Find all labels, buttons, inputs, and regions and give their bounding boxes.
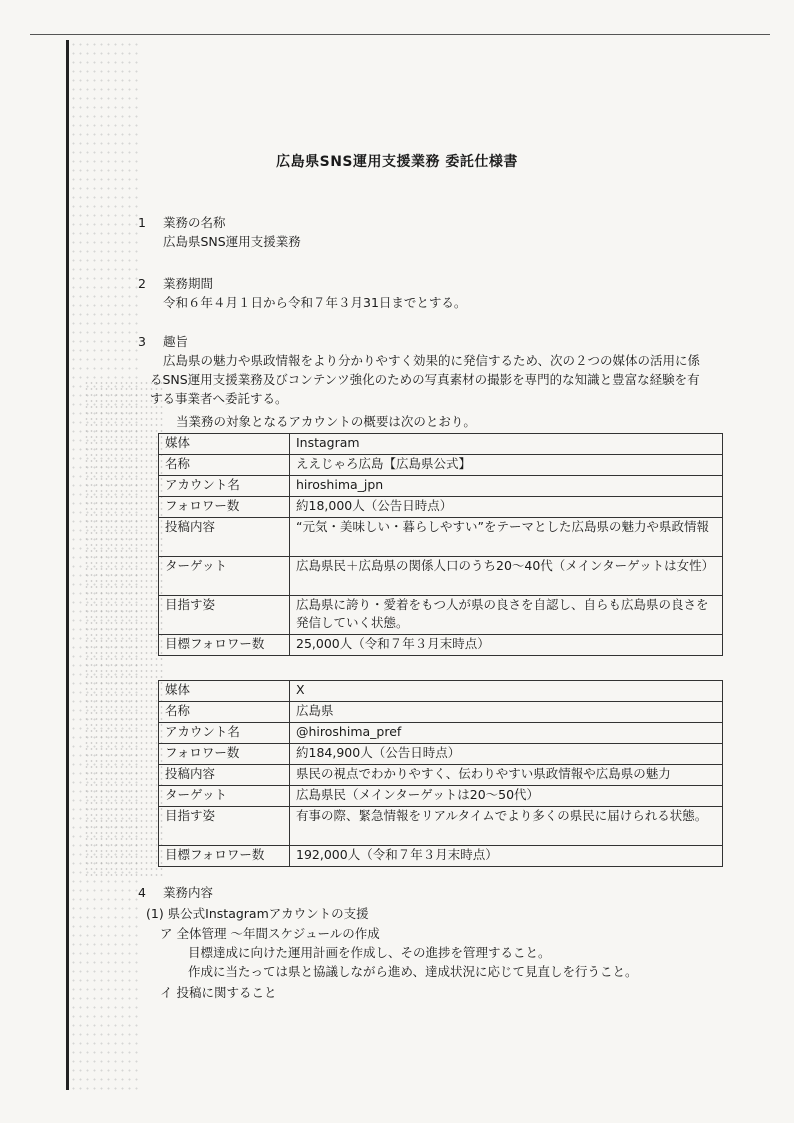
table-label: 投稿内容 [159, 765, 290, 786]
table-value: 広島県民＋広島県の関係人口のうち20〜40代（メインターゲットは女性） [290, 557, 723, 596]
table-row [159, 497, 723, 518]
table-label: ターゲット [159, 557, 290, 596]
table-label: 投稿内容 [159, 518, 290, 557]
scan-top-rule [30, 34, 770, 35]
table-label: フォロワー数 [159, 744, 290, 765]
table-row [159, 765, 723, 786]
table-row [159, 596, 723, 635]
table-value: 約18,000人（公告日時点） [290, 497, 723, 518]
table-row [159, 786, 723, 807]
table-value: 広島県に誇り・愛着をもつ人が県の良さを自認し、自らも広島県の良さを発信していく状態。 [290, 596, 723, 635]
table-value: 広島県民（メインターゲットは20〜50代） [290, 786, 723, 807]
table-value: 192,000人（令和７年３月末時点） [290, 846, 723, 867]
table-label: 媒体 [159, 434, 290, 455]
scan-noise [84, 380, 164, 880]
section-body-line: する事業者へ委託する。 [150, 391, 288, 406]
table-label: 媒体 [159, 681, 290, 702]
table-row [159, 434, 723, 455]
table-label: 目指す姿 [159, 807, 290, 846]
table-label: 目指す姿 [159, 596, 290, 635]
table-row [159, 518, 723, 557]
table-value: hiroshima_jpn [290, 476, 723, 497]
section-body: 令和６年４月１日から令和７年３月31日までとする。 [163, 295, 467, 310]
table-value: 約184,900人（公告日時点） [290, 744, 723, 765]
table-label: 名称 [159, 702, 290, 723]
table-row [159, 723, 723, 744]
section-number: 2 [138, 276, 146, 291]
table-row [159, 476, 723, 497]
table-label: フォロワー数 [159, 497, 290, 518]
section-body-line: 広島県の魅力や県政情報をより分かりやすく効果的に発信するため、次の２つの媒体の活用に係 [163, 353, 701, 368]
section-heading: 趣旨 [163, 334, 189, 349]
section-body-line: るSNS運用支援業務及びコンテンツ強化のための写真素材の撮影を専門的な知識と豊富な経験を有 [150, 372, 700, 387]
table-value: 有事の際、緊急情報をリアルタイムでより多くの県民に届けられる状態。 [290, 807, 723, 846]
table-intro: 当業務の対象となるアカウントの概要は次のとおり。 [176, 414, 476, 429]
table-value: ええじゃろ広島【広島県公式】 [290, 455, 723, 476]
table-row [159, 681, 723, 702]
table-label: アカウント名 [159, 476, 290, 497]
instagram-account-table [158, 433, 723, 656]
table-label: 目標フォロワー数 [159, 846, 290, 867]
section-number: 3 [138, 334, 146, 349]
section-number: 4 [138, 885, 146, 900]
table-label: 名称 [159, 455, 290, 476]
section-heading: 業務期間 [163, 276, 214, 291]
table-row [159, 455, 723, 476]
table-value: @hiroshima_pref [290, 723, 723, 744]
section-heading: 業務の名称 [163, 215, 226, 230]
x-account-table [158, 680, 723, 867]
section-body: 広島県SNS運用支援業務 [163, 234, 301, 249]
table-value: X [290, 681, 723, 702]
document-title: 広島県SNS運用支援業務 委託仕様書 [276, 154, 518, 170]
scan-binding-line [66, 40, 69, 1090]
table-value: Instagram [290, 434, 723, 455]
table-row [159, 846, 723, 867]
table-label: アカウント名 [159, 723, 290, 744]
item-heading: ア 全体管理 〜年間スケジュールの作成 [160, 926, 380, 941]
section-number: 1 [138, 215, 146, 230]
table-label: ターゲット [159, 786, 290, 807]
table-label: 目標フォロワー数 [159, 635, 290, 656]
table-row [159, 635, 723, 656]
table-row [159, 807, 723, 846]
table-value: 県民の視点でわかりやすく、伝わりやすい県政情報や広島県の魅力 [290, 765, 723, 786]
item-body-line: 作成に当たっては県と協議しながら進め、達成状況に応じて見直しを行うこと。 [188, 964, 638, 979]
table-row [159, 702, 723, 723]
subsection-heading: (1) 県公式Instagramアカウントの支援 [146, 906, 369, 921]
table-value: 広島県 [290, 702, 723, 723]
table-value: “元気・美味しい・暮らしやすい”をテーマとした広島県の魅力や県政情報 [290, 518, 723, 557]
item-heading: イ 投稿に関すること [160, 985, 277, 1000]
item-body-line: 目標達成に向けた運用計画を作成し、その進捗を管理すること。 [188, 945, 551, 960]
table-row [159, 557, 723, 596]
section-heading: 業務内容 [163, 885, 214, 900]
table-value: 25,000人（令和７年３月末時点） [290, 635, 723, 656]
table-row [159, 744, 723, 765]
